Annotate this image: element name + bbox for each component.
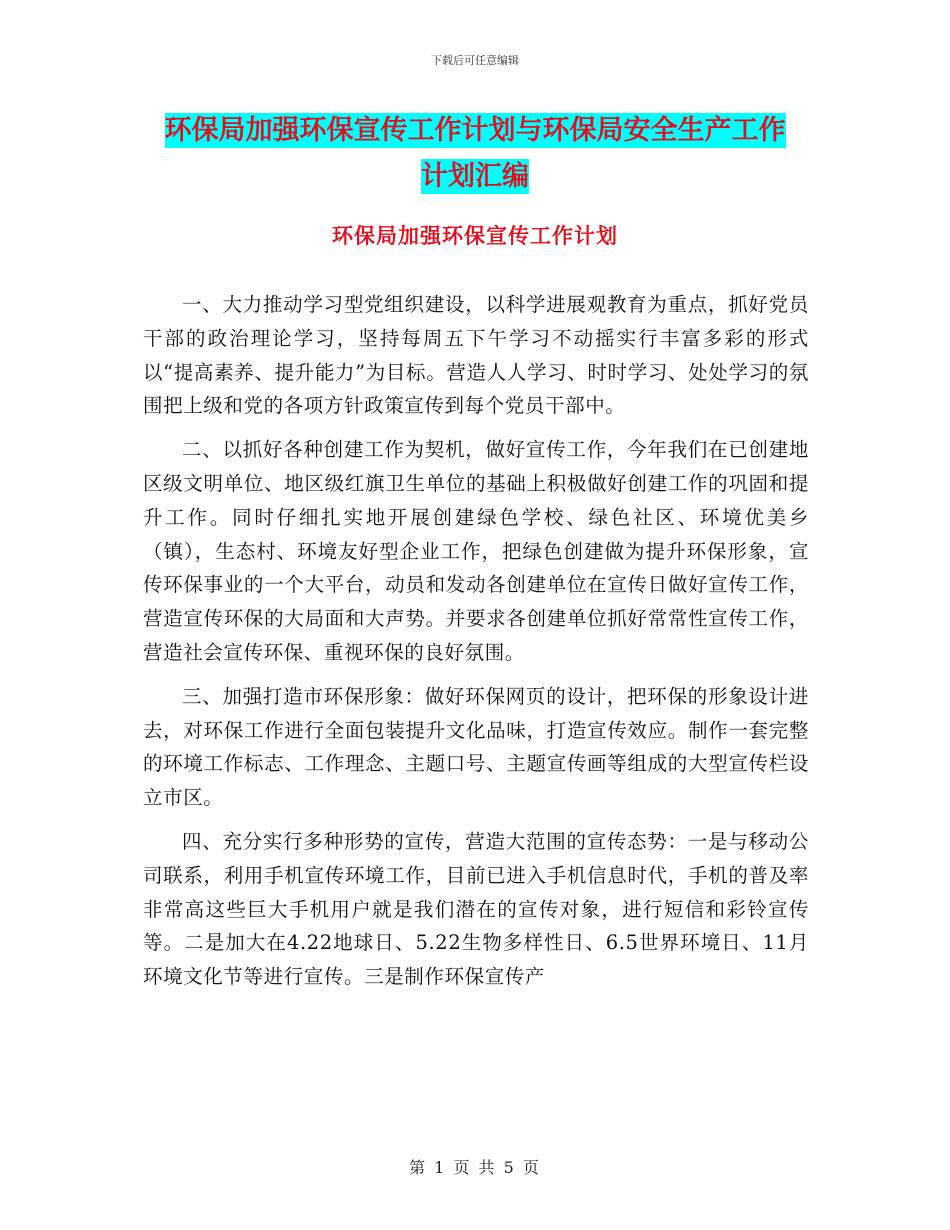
document-title [150,108,800,200]
body-text [143,288,809,1004]
document-title-line-2: 计划汇编 [421,161,529,192]
document-title-line-1: 环保局加强环保宣传工作计划与环保局安全生产工作 [164,115,786,146]
paragraph-1: 一、大力推动学习型党组织建设，以科学进展观教育为重点，抓好党员干部的政治理论学习，坚持每周五下午学习不动摇实行丰富多彩的形式以“提高素养、提升能力”为目标。营造人人学习、时时学习、处处学习的氛围把上级和党的各项方针政策宣传到每个党员干部中。 [143,293,809,418]
page-footer: 第 1 页 共 5 页 [409,1158,541,1177]
section-title: 环保局加强环保宣传工作计划 [332,224,618,248]
paragraph-2: 二、以抓好各种创建工作为契机，做好宣传工作，今年我们在已创建地区级文明单位、地区级红旗卫生单位的基础上积极做好创建工作的巩固和提升工作。同时仔细扎实地开展创建绿色学校、绿色社区、环境优美乡（镇），生态村、环境友好型企业工作，把绿色创建做为提升环保形象，宣传环保事业的一个大平台，动员和发动各创建单位在宣传日做好宣传工作，营造宣传环保的大局面和大声势。并要求各创建单位抓好常常性宣传工作，营造社会宣传环保、重视环保的良好氛围。 [143,438,809,664]
paragraph-4: 四、充分实行多种形势的宣传，营造大范围的宣传态势：一是与移动公司联系，利用手机宣传环境工作，目前已进入手机信息时代，手机的普及率非常高这些巨大手机用户就是我们潜在的宣传对象，进行短信和彩铃宣传等。二是加大在4.22地球日、5.22生物多样性日、6.5世界环境日、11月环境文化节等进行宣传。三是制作环保宣传产 [143,829,809,989]
paragraph-3: 三、加强打造市环保形象：做好环保网页的设计，把环保的形象设计进去，对环保工作进行全面包装提升文化品味，打造宣传效应。制作一套完整的环境工作标志、工作理念、主题口号、主题宣传画等组成的大型宣传栏设立市区。 [143,684,809,810]
header-note: 下载后可任意编辑 [431,54,519,67]
